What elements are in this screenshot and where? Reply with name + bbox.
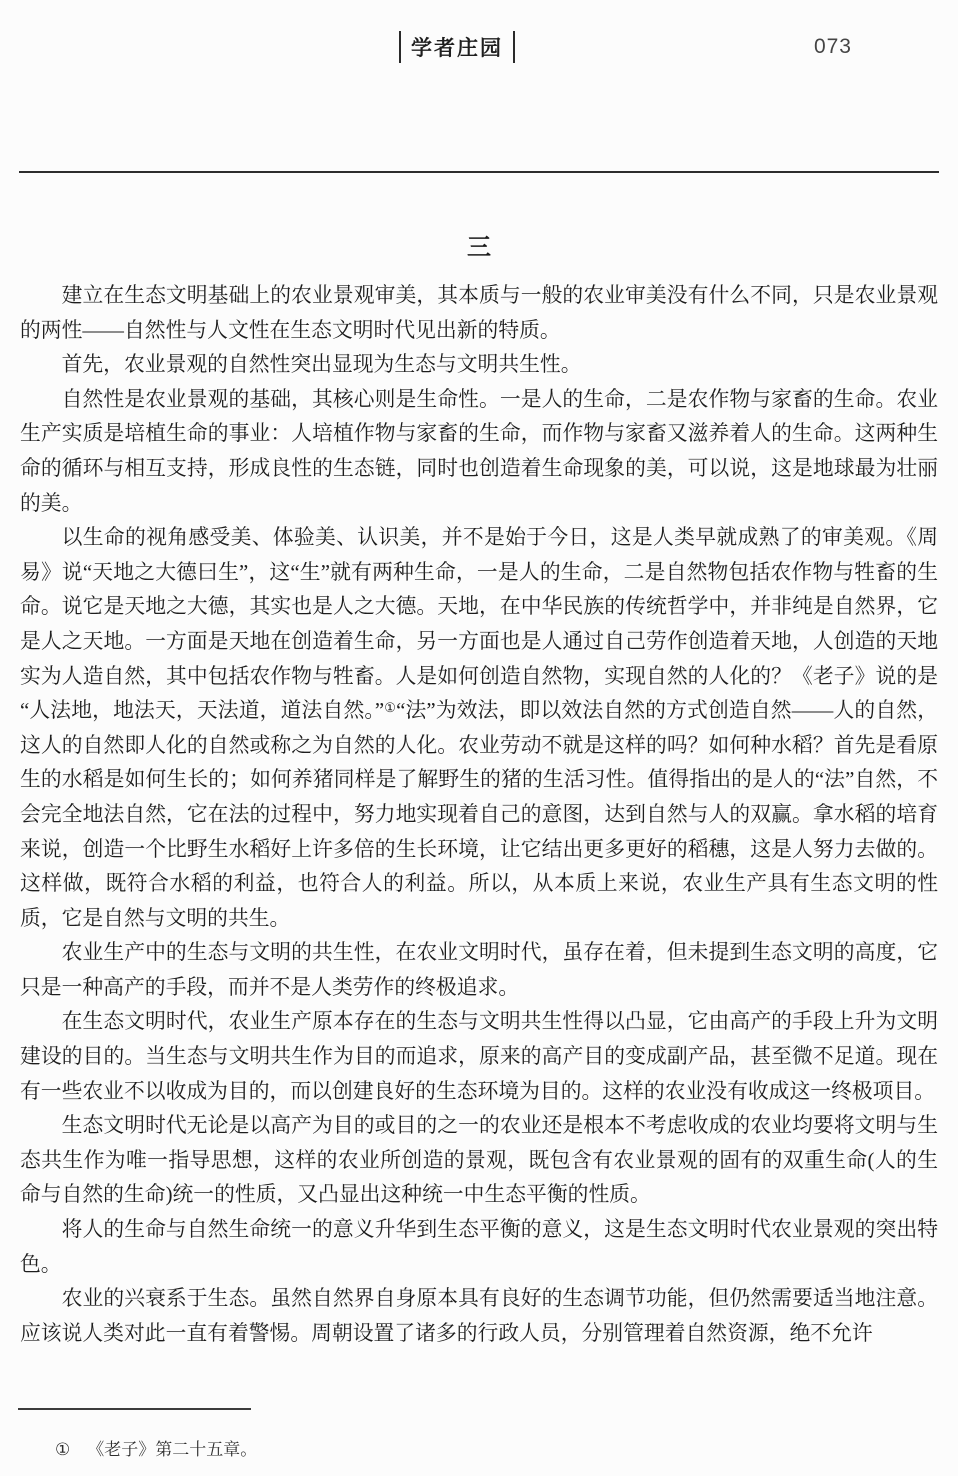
paragraph-text: 生态文明时代无论是以高产为目的或目的之一的农业还是根本不考虑收成的农业均要将文明与生态共生作为唯一指导思想，这样的农业所创造的景观，既包含有农业景观的固有的双重生命(人的生命与自然的生命)统一的性质，又凸显出这种统一中生态平衡的性质。: [20, 1114, 938, 1207]
paragraph-text: 首先，农业景观的自然性突出显现为生态与文明共生性。: [61, 353, 582, 377]
paragraph-text: 在生态文明时代，农业生产原本存在的生态与文明共生性得以凸显，它由高产的手段上升为文明建设的目的。当生态与文明共生作为目的而追求，原来的高产目的变成副产品，甚至微不足道。现在有一些农业不以收成为目的，而以创建良好的生态环境为目的。这样的农业没有收成这一终极项目。: [20, 1010, 938, 1103]
footnote-divider: [18, 1408, 251, 1410]
paragraph-text: 以生命的视角感受美、体验美、认识美，并不是始于今日，这是人类早就成熟了的审美观。《周易》说“天地之大德曰生”，这“生”就有两种生命，一是人的生命，二是自然物包括农作物与牲畜的生命。说它是天地之大德，其实也是人之大德。天地，在中华民族的传统哲学中，并非纯是自然界，它是人之天地。一方面是天地在创造着生命，另一方面也是人通过自己劳作创造着天地，人创造的天地实为人造自然，其中包括农作物与牲畜。人是如何创造自然物，实现自然的人化的？《老子》说的是“人法地，地法天，天法道，道法自然。”: [20, 526, 938, 723]
paragraph-3: [20, 383, 938, 521]
journal-section-title: [399, 31, 515, 63]
footnote: [55, 1435, 257, 1460]
journal-section-label: 学者庄园: [411, 37, 503, 60]
paragraph-text: “法”为效法，即以效法自然的方式创造自然——人的自然，这人的自然即人化的自然或称之为自然的人化。农业劳动不就是这样的吗？如何种水稻？首先是看原生的水稻是如何生长的；如何养猪同样是了解野生的猪的生活习性。值得指出的是人的“法”自然，不会完全地法自然，它在法的过程中，努力地实现着自己的意图，达到自然与人的双赢。拿水稻的培育来说，创造一个比野生水稻好上许多倍的生长环境，让它结出更多更好的稻穗，这是人努力去做的。这样做，既符合水稻的利益，也符合人的利益。所以，从本质上来说，农业生产具有生态文明的性质，它是自然与文明的共生。: [20, 699, 938, 930]
paragraph-4: [20, 521, 938, 936]
footnote-marker: ①: [55, 1440, 71, 1459]
article-body: [20, 279, 938, 1351]
paragraph-7: [20, 1109, 938, 1213]
paragraph-8: [20, 1213, 938, 1282]
paragraph-text: 建立在生态文明基础上的农业景观审美，其本质与一般的农业审美没有什么不同，只是农业景观的两性——自然性与人文性在生态文明时代见出新的特质。: [20, 284, 938, 342]
paragraph-6: [20, 1005, 938, 1109]
paragraph-5: [20, 936, 938, 1005]
section-heading: 三: [467, 235, 491, 261]
page-header: [0, 31, 958, 65]
page-number: 073: [813, 35, 852, 58]
paragraph-1: [20, 279, 938, 348]
title-right-bar: [513, 31, 515, 63]
header-divider: [19, 171, 939, 173]
paragraph-text: 将人的生命与自然生命统一的意义升华到生态平衡的意义，这是生态文明时代农业景观的突出特色。: [20, 1218, 938, 1276]
paragraph-9: [20, 1282, 938, 1351]
paragraph-2: [20, 348, 938, 383]
paragraph-text: 农业的兴衰系于生态。虽然自然界自身原本具有良好的生态调节功能，但仍然需要适当地注意。应该说人类对此一直有着警惕。周朝设置了诸多的行政人员，分别管理着自然资源，绝不允许: [20, 1287, 938, 1345]
paragraph-text: 农业生产中的生态与文明的共生性，在农业文明时代，虽存在着，但未提到生态文明的高度，它只是一种高产的手段，而并不是人类劳作的终极追求。: [20, 941, 938, 999]
paragraph-text: 自然性是农业景观的基础，其核心则是生命性。一是人的生命，二是农作物与家畜的生命。农业生产实质是培植生命的事业：人培植作物与家畜的生命，而作物与家畜又滋养着人的生命。这两种生命的循环与相互支持，形成良性的生态链，同时也创造着生命现象的美，可以说，这是地球最为壮丽的美。: [20, 387, 938, 515]
footnote-ref-marker: ①: [384, 700, 397, 716]
footnote-text: 《老子》第二十五章。: [87, 1440, 258, 1459]
title-left-bar: [399, 31, 401, 63]
